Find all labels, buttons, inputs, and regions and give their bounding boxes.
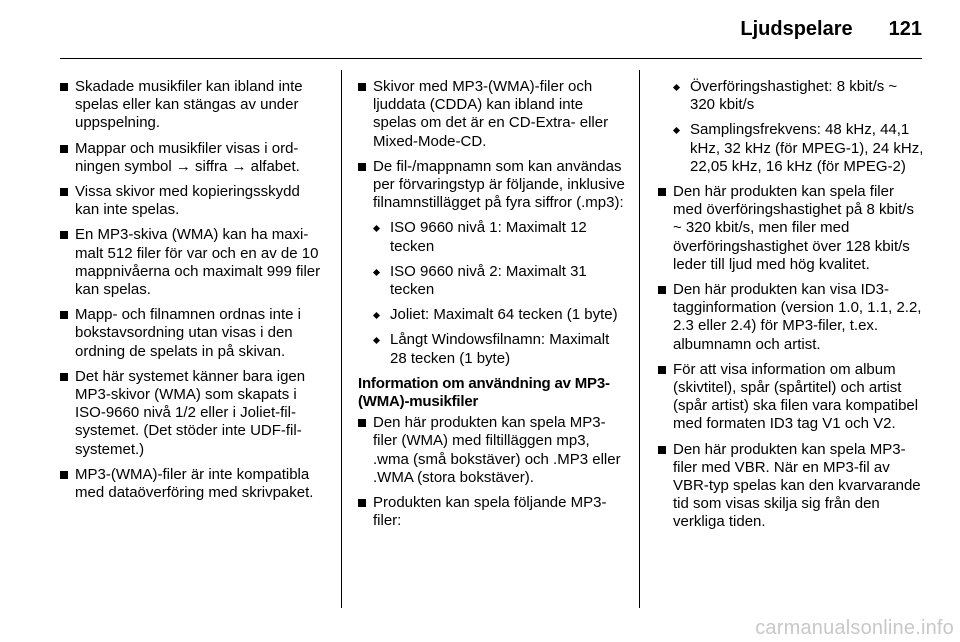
list-item-text: Den här produkten kan spela MP3-filer med VBR. När en MP3-fil av VBR-typ spelas kan den kvarvarande tid som visas skilja sig från den verkliga tiden. bbox=[673, 440, 921, 531]
sub-list-item-text: Långt Windowsfilnamn: Maximalt 28 tecken (1 byte) bbox=[390, 331, 610, 367]
square-bullet-icon bbox=[358, 419, 366, 427]
section-heading: Information om användning av MP3-(WMA)-musikfiler bbox=[358, 374, 610, 411]
square-bullet-icon bbox=[658, 286, 666, 294]
sub-bullet-list bbox=[658, 78, 924, 176]
column-divider-2 bbox=[639, 70, 640, 608]
list-item-text: Produkten kan spela följande MP3-filer: bbox=[373, 494, 607, 530]
bullet-list bbox=[358, 78, 626, 212]
list-item-text: Den här produkten kan visa ID3-tagginformation (version 1.0, 1.1, 2.2, 2.3 eller 2.4) för MP3-filer, t.ex. albumnamn och artist. bbox=[673, 281, 922, 353]
bullet-list bbox=[60, 78, 328, 502]
page-header bbox=[740, 18, 922, 48]
sub-list-item-text: Joliet: Maximalt 64 tecken (1 byte) bbox=[390, 306, 618, 324]
sub-list-item bbox=[658, 78, 924, 114]
diamond-bullet-icon bbox=[373, 225, 380, 232]
diamond-bullet-icon bbox=[373, 337, 380, 344]
column-3 bbox=[658, 78, 924, 539]
column-divider-1 bbox=[341, 70, 342, 608]
sub-list-item bbox=[358, 263, 626, 299]
square-bullet-icon bbox=[60, 471, 68, 479]
square-bullet-icon bbox=[60, 83, 68, 91]
column-2 bbox=[358, 78, 626, 537]
sub-bullet-list bbox=[358, 219, 626, 367]
list-item-text: Det här systemet känner bara igen MP3-skivor (WMA) som skapats i ISO-9660 nivå 1/2 eller i Joliet-filsystemet. (Det stöder inte UDF-filsystemet.) bbox=[75, 367, 306, 458]
diamond-bullet-icon bbox=[373, 269, 380, 276]
sub-list-item-text: Överföringshastighet: 8 kbit/s ~ 320 kbit/s bbox=[690, 78, 898, 114]
square-bullet-icon bbox=[358, 499, 366, 507]
list-item-text: MP3-(WMA)-filer är inte kompatibla med dataöverföring med skrivpaket. bbox=[75, 465, 314, 502]
list-item-text: Den här produkten kan spela filer med överföringshastighet på 8 kbit/s ~ 320 kbit/s, men filer med överföringshastighet över 128 kbit/s leder till ljud med hög kvalitet. bbox=[673, 183, 914, 273]
page-title: Ljudspelare bbox=[740, 18, 853, 40]
list-item-text: Mappar och musikfiler visas i ordningen symbol → siffra → alfabet. bbox=[75, 139, 300, 175]
bullet-list bbox=[658, 183, 924, 532]
list-item-text: Vissa skivor med kopieringsskydd kan inte spelas. bbox=[75, 183, 300, 219]
list-item-text: En MP3-skiva (WMA) kan ha maximalt 512 filer för var och en av de 10 mappnivåerna och maximalt 999 filer kan spelas. bbox=[75, 226, 321, 299]
list-item bbox=[358, 494, 626, 530]
column-1 bbox=[60, 78, 328, 509]
square-bullet-icon bbox=[658, 446, 666, 454]
list-item bbox=[658, 183, 924, 274]
list-item bbox=[658, 361, 924, 434]
list-item bbox=[658, 281, 924, 354]
list-item-text: Den här produkten kan spela MP3-filer (WMA) med filtilläggen mp3, .wma (små bokstäver) och .MP3 eller .WMA (stora bokstäver). bbox=[373, 414, 621, 486]
diamond-bullet-icon bbox=[673, 84, 680, 91]
square-bullet-icon bbox=[358, 163, 366, 171]
square-bullet-icon bbox=[358, 83, 366, 91]
list-item-text: Skadade musikfiler kan ibland inte spelas eller kan stängas av under uppspelning. bbox=[75, 78, 303, 132]
square-bullet-icon bbox=[60, 231, 68, 239]
sub-list-item-text: ISO 9660 nivå 2: Maximalt 31 tecken bbox=[390, 262, 587, 299]
list-item bbox=[60, 466, 328, 502]
square-bullet-icon bbox=[658, 366, 666, 374]
list-item bbox=[60, 306, 328, 361]
sub-list-item bbox=[358, 331, 626, 367]
sub-list-item bbox=[358, 219, 626, 255]
square-bullet-icon bbox=[60, 311, 68, 319]
list-item bbox=[658, 441, 924, 532]
square-bullet-icon bbox=[658, 188, 666, 196]
list-item bbox=[60, 368, 328, 459]
list-item-text: Skivor med MP3-(WMA)-filer och ljuddata (CDDA) kan ibland inte spelas om det är en CD-Extra- eller Mixed-Mode-CD. bbox=[373, 78, 609, 150]
list-item bbox=[358, 158, 626, 213]
list-item bbox=[60, 183, 328, 219]
page-number: 121 bbox=[888, 18, 922, 40]
square-bullet-icon bbox=[60, 373, 68, 381]
sub-list-item-text: Samplingsfrekvens: 48 kHz, 44,1 kHz, 32 kHz (för MPEG-1), 24 kHz, 22,05 kHz, 16 kHz (för MPEG-2) bbox=[690, 121, 924, 175]
list-item-text: För att visa information om album (skivtitel), spår (spårtitel) och artist (spår artist) ska filen vara kompatibel med formaten ID3 tag V1 och V2. bbox=[673, 360, 919, 433]
square-bullet-icon bbox=[60, 188, 68, 196]
bullet-list bbox=[358, 414, 626, 530]
sub-list-item bbox=[658, 121, 924, 176]
list-item bbox=[358, 78, 626, 151]
square-bullet-icon bbox=[60, 145, 68, 153]
sub-list-item bbox=[358, 306, 626, 324]
list-item bbox=[358, 414, 626, 487]
sub-list-item-text: ISO 9660 nivå 1: Maximalt 12 tecken bbox=[390, 219, 587, 255]
list-item bbox=[60, 140, 328, 176]
list-item-text: De fil-/mappnamn som kan användas per förvaringstyp är följande, inklusive filnamnstillägget på fyra siffror (.mp3): bbox=[373, 157, 625, 212]
header-rule bbox=[60, 58, 922, 59]
watermark: carmanualsonline.info bbox=[755, 617, 954, 639]
diamond-bullet-icon bbox=[373, 312, 380, 319]
list-item bbox=[60, 226, 328, 299]
diamond-bullet-icon bbox=[673, 127, 680, 134]
list-item-text: Mapp- och filnamnen ordnas inte i bokstavsordning utan visas i den ordning de spelats in på skivan. bbox=[75, 306, 301, 360]
list-item bbox=[60, 78, 328, 133]
